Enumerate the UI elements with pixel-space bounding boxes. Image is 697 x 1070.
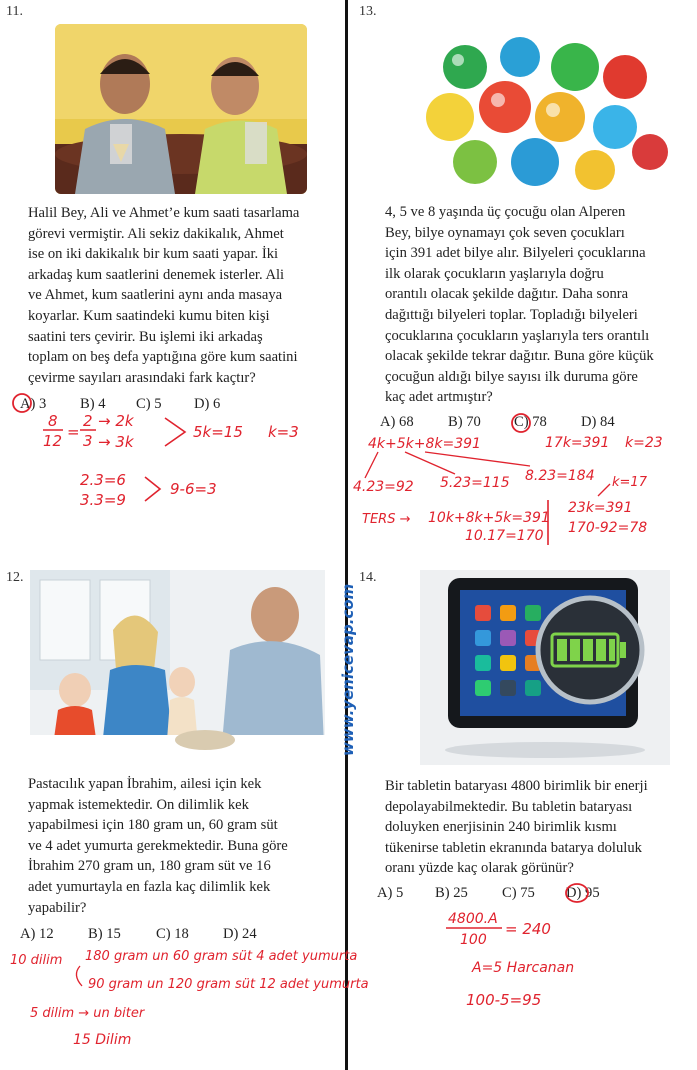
svg-text:www.yenicevap.com: www.yenicevap.com <box>339 583 357 756</box>
question-number-11: 11. <box>6 4 23 19</box>
option-b[interactable]: B) 70 <box>448 414 481 430</box>
question-14-options <box>377 885 616 902</box>
hw-text: 100-5=95 <box>466 991 542 1009</box>
hw-text: 10 dilim <box>10 953 63 968</box>
question-number-12: 12. <box>6 570 24 585</box>
option-d[interactable]: D) 84 <box>581 414 615 430</box>
hw-text: 180 gram un 60 gram süt 4 adet yumurta <box>85 949 358 964</box>
kitchen-family-photo <box>30 570 325 767</box>
hw-text: 4800.A <box>448 911 498 927</box>
watermark <box>331 520 361 760</box>
hw-text: 15 Dilim <box>73 1032 132 1048</box>
hw-text: 3 <box>83 432 93 450</box>
option-c[interactable]: C) 5 <box>136 396 162 412</box>
hw-text: TERS → <box>362 512 411 527</box>
hw-text: 2.3=6 <box>80 471 126 489</box>
hw-text: 17k=391 <box>545 435 610 451</box>
question-13-options <box>380 414 631 431</box>
option-b[interactable]: B) 15 <box>88 926 121 942</box>
question-12-text: Pastacılık yapan İbrahim, ailesi için kek yapmak istemektedir. On dilimlik kek yapabilmesi için 180 gram un, 60 gram süt ve 4 adet yumurta gerekmektedir. Buna göre İbrahim 270 gram un, 180 gram süt ve 16 adet yumurtayla en fazla kaç dilimlik kek yapabilir? <box>28 776 288 916</box>
hw-text: 4k+5k+8k=391 <box>368 436 481 452</box>
hw-text: 2 <box>83 412 93 430</box>
question-14-text: Bir tabletin bataryası 4800 birimlik bir enerji depolayabilmektedir. Bu tabletin bataryası doluyken enerjisinin 240 birimlik kısmı tükenirse tabletin ekranında batarya doluluk oranı yüzde kaç olarak görünür? <box>385 778 648 877</box>
option-a[interactable]: A) 5 <box>377 885 404 901</box>
hw-text: 170-92=78 <box>568 520 648 536</box>
option-c[interactable]: C) 18 <box>156 926 189 942</box>
option-b[interactable]: B) 25 <box>435 885 468 901</box>
hw-text: 3.3=9 <box>80 491 126 509</box>
hw-text: k=23 <box>625 435 663 451</box>
option-d[interactable]: D) 6 <box>194 396 221 412</box>
hw-text: 10k+8k+5k=391 <box>428 510 550 526</box>
hw-text: → 2k <box>98 412 134 430</box>
option-a[interactable]: A) 12 <box>20 926 54 942</box>
hw-text: A=5 Harcanan <box>472 960 575 976</box>
hw-text: = <box>67 423 80 441</box>
option-c[interactable]: C) 75 <box>502 885 535 901</box>
hw-text: = 240 <box>505 920 551 938</box>
question-13-text: 4, 5 ve 8 yaşında üç çocuğu olan Alperen Bey, bilye oynamayı çok seven çocukları için 391 adet bilye alır. Bilyeleri çocuklarına ilk olarak çocukların yaşlarıyla doğru orantılı olacak şekilde dağıtır. Daha sonra dağıttığı bilyeleri toplar. Topladığı bilyeleri çocuklarına çocukların yaşlarıyla ters orantılı olacak şekilde tekrar dağıtır. Buna göre küçük çocuğun aldığı bilye sayısı ilk duruma göre kaç adet artmıştır? <box>385 204 654 406</box>
hw-text: 100 <box>460 932 487 948</box>
question-12-options <box>20 926 273 943</box>
option-b[interactable]: B) 4 <box>80 396 106 412</box>
sand-timer-photo <box>55 24 307 194</box>
hw-text: k=3 <box>268 423 299 441</box>
question-11-options <box>20 396 244 413</box>
hw-text: 4.23=92 <box>353 479 414 495</box>
hw-text: 23k=391 <box>568 500 633 516</box>
option-c[interactable]: C) 78 <box>514 414 547 430</box>
option-d[interactable]: D) 24 <box>223 926 257 942</box>
hw-text: 8 <box>48 412 58 430</box>
hw-text: 90 gram un 120 gram süt 12 adet yumurta <box>88 977 369 992</box>
hw-text: k=17 <box>612 475 647 490</box>
option-d[interactable]: D) 95 <box>566 885 600 901</box>
question-number-14: 14. <box>359 570 377 585</box>
tablet-battery-photo <box>420 570 670 765</box>
question-11-text: Halil Bey, Ali ve Ahmet’e kum saati tasarlama görevi vermiştir. Ali sekiz dakikalık, Ahmet ise on iki dakikalık bir kum saati yapar. İki arkadaş kum saatlerini denemek isterler. Ali ve Ahmet, kum saatlerini aynı anda masaya koyarlar. Kum saatindeki kumu biten kişi saatini ters çevirir. Bu işlemi iki arkadaş toplam on beş defa yaptığına göre kum saatini çevirme sayıları arasındaki fark kaçtır? <box>28 205 300 386</box>
hw-text: 5.23=115 <box>440 475 510 491</box>
hw-text: 5k=15 <box>193 423 243 441</box>
hw-text: 10.17=170 <box>465 528 544 544</box>
hw-text: 12 <box>43 432 63 450</box>
option-a[interactable]: A) 3 <box>20 396 47 412</box>
hw-text: → 3k <box>98 433 134 451</box>
option-a[interactable]: A) 68 <box>380 414 414 430</box>
hw-text: 5 dilim → un biter <box>30 1006 145 1021</box>
hw-text: 9-6=3 <box>170 480 217 498</box>
question-number-13: 13. <box>359 4 377 19</box>
marbles-photo <box>410 22 680 192</box>
hw-text: 8.23=184 <box>525 468 595 484</box>
